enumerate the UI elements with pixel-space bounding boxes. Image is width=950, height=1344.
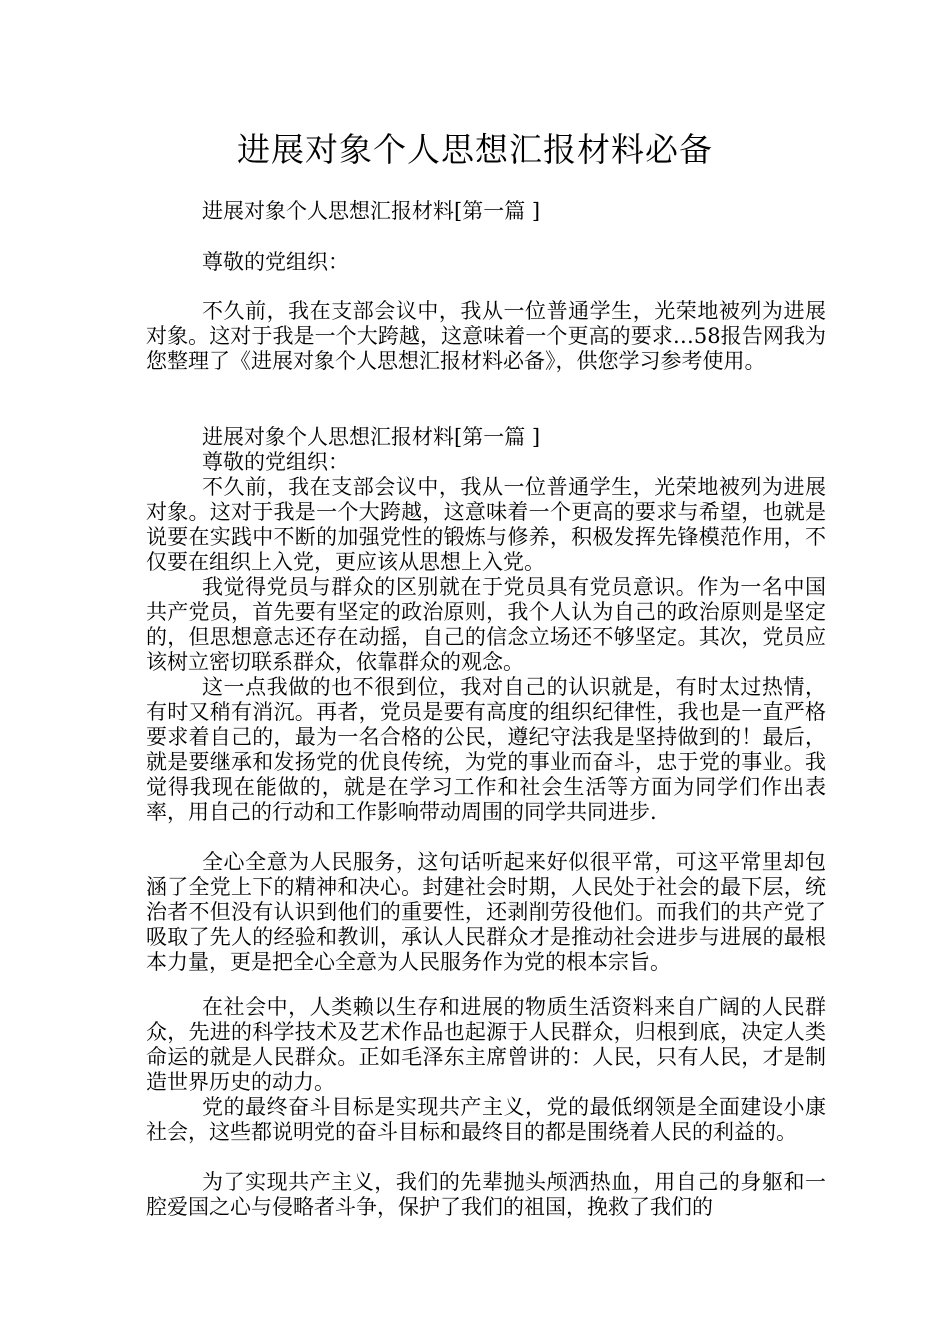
document-title: 进展对象个人思想汇报材料必备	[237, 130, 713, 169]
body-paragraph-2: 我觉得党员与群众的区别就在于党员具有党员意识。作为一名中国共产党员，首先要有坚定的政治原则，我个人认为自己的政治原则是坚定的，但思想意志还存在动摇，自己的信念立场还不够坚定。其次，党员应该树立密切联系群众，依靠群众的观念。	[146, 575, 826, 674]
body-heading: 进展对象个人思想汇报材料[第一篇 ]	[202, 425, 541, 449]
body-paragraph-4: 全心全意为人民服务，这句话听起来好似很平常，可这平常里却包涵了全党上下的精神和决心。封建社会时期，人民处于社会的最下层，统治者不但没有认识到他们的重要性，还剥削劳役他们。而我们的共产党了吸取了先人的经验和教训，承认人民群众才是推动社会进步与进展的最根本力量，更是把全心全意为人民服务作为党的根本宗旨。	[146, 850, 826, 974]
body-paragraph-6: 党的最终奋斗目标是实现共产主义，党的最低纲领是全面建设小康社会，这些都说明党的奋斗目标和最终目的都是围绕着人民的利益的。	[146, 1095, 826, 1144]
body-paragraph-3: 这一点我做的也不很到位，我对自己的认识就是，有时太过热情，有时又稍有消沉。再者，党员是要有高度的组织纪律性，我也是一直严格要求着自己的，最为一名合格的公民，遵纪守法我是坚持做到的！最后，就是要继承和发扬党的优良传统，为党的事业而奋斗，忠于党的事业。我觉得我现在能做的，就是在学习工作和社会生活等方面为同学们作出表率，用自己的行动和工作影响带动周围的同学共同进步.	[146, 675, 826, 824]
intro-heading: 进展对象个人思想汇报材料[第一篇 ]	[202, 199, 541, 223]
intro-summary: 不久前，我在支部会议中，我从一位普通学生，光荣地被列为进展对象。这对于我是一个大跨越，这意味着一个更高的要求…58报告网我为您整理了《进展对象个人思想汇报材料必备》，供您学习参考使用。	[146, 299, 826, 373]
body-paragraph-1: 不久前，我在支部会议中，我从一位普通学生，光荣地被列为进展对象。这对于我是一个大跨越，这意味着一个更高的要求与希望，也就是说要在实践中不断的加强党性的锻炼与修养，积极发挥先锋模范作用，不仅要在组织上入党，更应该从思想上入党。	[146, 475, 826, 574]
intro-salutation: 尊敬的党组织：	[202, 250, 349, 274]
body-paragraph-5: 在社会中，人类赖以生存和进展的物质生活资料来自广阔的人民群众，先进的科学技术及艺术作品也起源于人民群众，归根到底，决定人类命运的就是人民群众。正如毛泽东主席曾讲的：人民，只有人民，才是制造世界历史的动力。	[146, 995, 826, 1094]
body-paragraph-7: 为了实现共产主义，我们的先辈抛头颅洒热血，用自己的身躯和一腔爱国之心与侵略者斗争，保护了我们的祖国，挽救了我们的	[146, 1170, 826, 1219]
body-salutation: 尊敬的党组织：	[202, 450, 349, 474]
